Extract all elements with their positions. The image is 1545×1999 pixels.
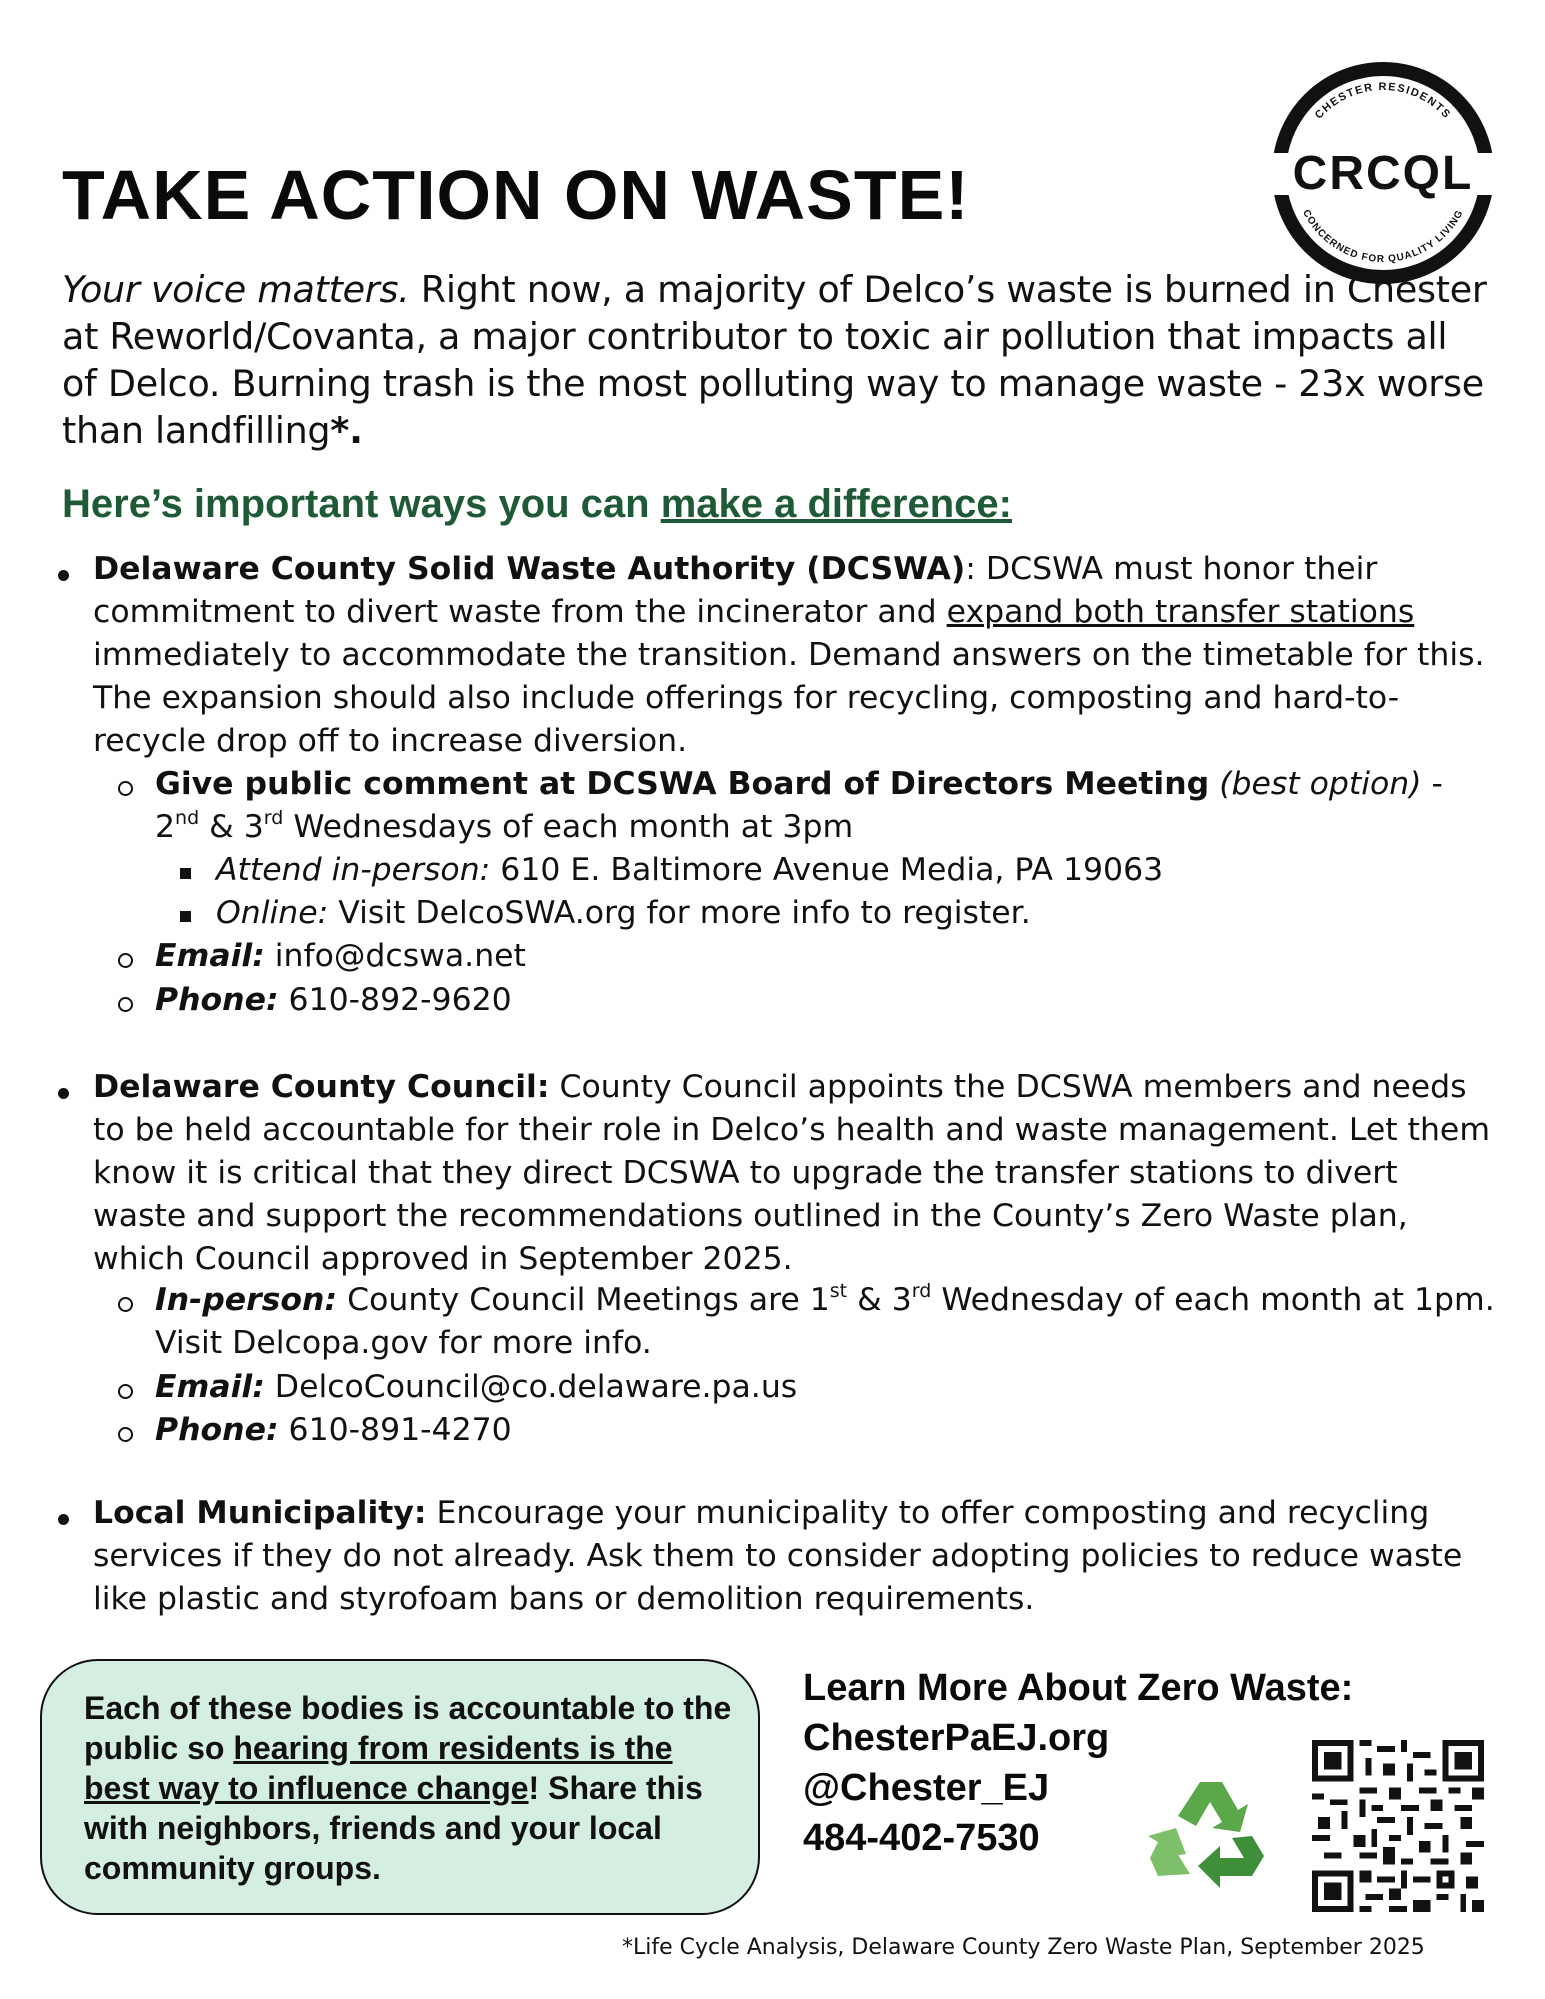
footnote: *Life Cycle Analysis, Delaware County Zero Waste Plan, September 2025 (622, 1935, 1425, 1960)
learn-more-website[interactable]: ChesterPaEJ.org (803, 1717, 1110, 1759)
page-title: TAKE ACTION ON WASTE! (62, 156, 970, 234)
intro-paragraph (62, 266, 1492, 454)
bullet-dot (58, 1514, 69, 1525)
dcswa-online: Online: Visit DelcoSWA.org for more info to register. (216, 895, 1031, 931)
logo-wordmark: CRCQL (1292, 147, 1474, 200)
bullet-circle (118, 997, 133, 1012)
bullet-circle (118, 781, 133, 796)
recycle-icon (1148, 1778, 1266, 1888)
crcql-logo (1270, 60, 1496, 286)
municipality-name: Local Municipality: (93, 1495, 427, 1531)
learn-more-heading: Learn More About Zero Waste: (803, 1667, 1354, 1709)
learn-more (803, 1663, 1353, 1863)
logo-bottom-arc: CONCERNED FOR QUALITY LIVING (1300, 207, 1466, 266)
callout-text: Each of these bodies is accountable to the public so hearing from residents is the best way to influence change! Share this with neighbors, friends and your local community groups. (84, 1690, 732, 1886)
bullet-circle (118, 1384, 133, 1399)
dcswa-name: Delaware County Solid Waste Authority (DCSWA) (93, 551, 966, 587)
council-name: Delaware County Council: (93, 1069, 550, 1105)
bullet-circle (118, 953, 133, 968)
council-inperson: In-person: County Council Meetings are 1st & 3rd Wednesday of each month at 1pm. Visit Delcopa.gov for more info. (155, 1280, 1495, 1361)
learn-more-handle[interactable]: @Chester_EJ (803, 1767, 1050, 1809)
dcswa-attend: Attend in-person: 610 E. Baltimore Avenue Media, PA 19063 (216, 852, 1164, 888)
qr-code[interactable] (1312, 1740, 1484, 1912)
intro-lead: Your voice matters. (62, 268, 410, 311)
bullet-dot (58, 570, 69, 581)
bullet-circle (118, 1427, 133, 1442)
bullet-square (180, 868, 191, 879)
dcswa-underlined: expand both transfer stations (946, 594, 1415, 630)
intro-asterisk: *. (330, 409, 363, 452)
council-text: Delaware County Council: County Council appoints the DCSWA members and needs to be held accountable for their role in Delco’s health and waste management. Let them know it is critical that they direct DCSWA to upgrade the transfer stations to divert waste and support the recommendations outlined in the County’s Zero Waste plan, which Council approved in September 2025. (93, 1069, 1490, 1277)
dcswa-text: Delaware County Solid Waste Authority (DCSWA): DCSWA must honor their commitment to divert waste from the incinerator and expand both transfer stations immediately to accommodate the transition. Demand answers on the timetable for this. The expansion should also include offerings for recycling, composting and hard-to-recycle drop off to increase diversion. (93, 551, 1485, 759)
council-email: Email: DelcoCouncil@co.delaware.pa.us (155, 1369, 798, 1405)
dcswa-meeting: Give public comment at DCSWA Board of Directors Meeting (best option) - 2nd & 3rd Wednesdays of each month at 3pm (155, 766, 1443, 845)
municipality-text: Local Municipality: Encourage your municipality to offer composting and recycling services if they do not already. Ask them to consider adopting policies to reduce waste like plastic and styrofoam bans or demolition requirements. (93, 1495, 1463, 1617)
dcswa-phone: Phone: 610-892-9620 (155, 982, 512, 1018)
subhead-link: make a difference: (660, 482, 1012, 526)
subhead-prefix: Here’s important ways you can (62, 482, 661, 526)
bullet-dot (58, 1088, 69, 1099)
intro-body: Right now, a majority of Delco’s waste is burned in Chester at Reworld/Covanta, a major contributor to toxic air pollution that impacts all of Delco. Burning trash is the most polluting way to manage waste - 23x worse than landfilling (62, 268, 1487, 452)
callout-box (40, 1659, 760, 1915)
bullet-square (180, 911, 191, 922)
logo-top-arc: CHESTER RESIDENTS (1312, 81, 1454, 122)
bullet-circle (118, 1297, 133, 1312)
dcswa-email: Email: info@dcswa.net (155, 938, 526, 974)
subhead (62, 482, 1012, 527)
learn-more-phone: 484-402-7530 (803, 1817, 1040, 1859)
council-phone: Phone: 610-891-4270 (155, 1412, 512, 1448)
callout-underlined: hearing from residents is the best way to influence change (84, 1730, 673, 1806)
